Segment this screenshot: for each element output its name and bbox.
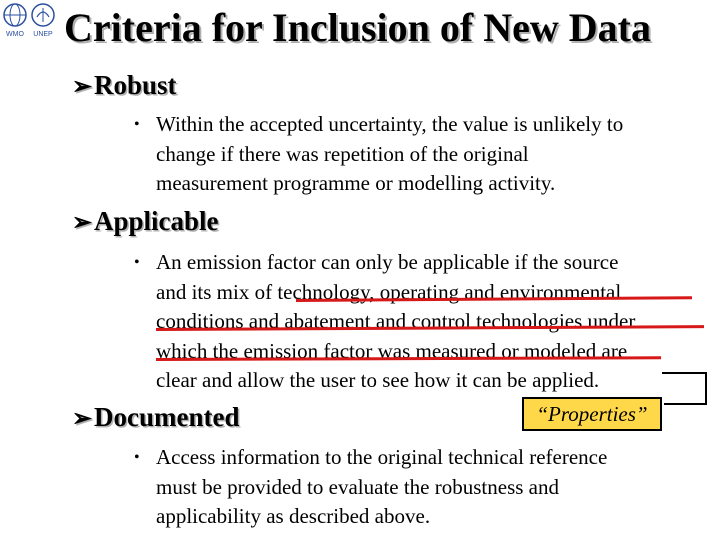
bullet-line: An emission factor can only be applicable if the source: [156, 250, 619, 274]
heading-documented: [72, 402, 239, 433]
callout-text: “Properties”: [536, 402, 648, 426]
bullet-line: conditions and abatement and control technologies under: [156, 309, 636, 333]
heading-label: Documented: [94, 402, 240, 432]
unep-label: UNEP: [33, 31, 53, 38]
bullet-line: Access information to the original technical reference: [156, 445, 608, 469]
bullet-line: Within the accepted uncertainty, the value is unlikely to: [156, 112, 624, 136]
properties-callout: [522, 397, 662, 431]
wmo-label: WMO: [6, 31, 24, 38]
heading-label: Robust: [94, 70, 177, 100]
bullet-documented: [134, 443, 607, 532]
bullet-line: and its mix of technology, operating and environmental: [156, 279, 622, 304]
bullet-line: applicability as described above.: [156, 504, 431, 528]
arrow-bullet-icon: ➢: [72, 406, 93, 432]
bullet-line: change if there was repetition of the original: [156, 141, 529, 166]
heading-label: Applicable: [94, 206, 219, 236]
bullet-dot-icon: •: [134, 254, 140, 271]
slide-title: Criteria for Inclusion of New Data: [64, 5, 651, 50]
bullet-dot-icon: •: [134, 449, 140, 466]
arrow-bullet-icon: ➢: [72, 210, 93, 236]
bullet-line: clear and allow the user to see how it can be applied.: [156, 368, 600, 392]
bullet-line: which the emission factor was measured or modeled are: [156, 338, 628, 363]
bullet-line: measurement programme or modelling activity.: [156, 171, 556, 195]
arrow-bullet-icon: ➢: [72, 74, 93, 100]
bullet-line: must be provided to evaluate the robustness and: [156, 474, 559, 499]
bullet-dot-icon: •: [134, 116, 140, 133]
